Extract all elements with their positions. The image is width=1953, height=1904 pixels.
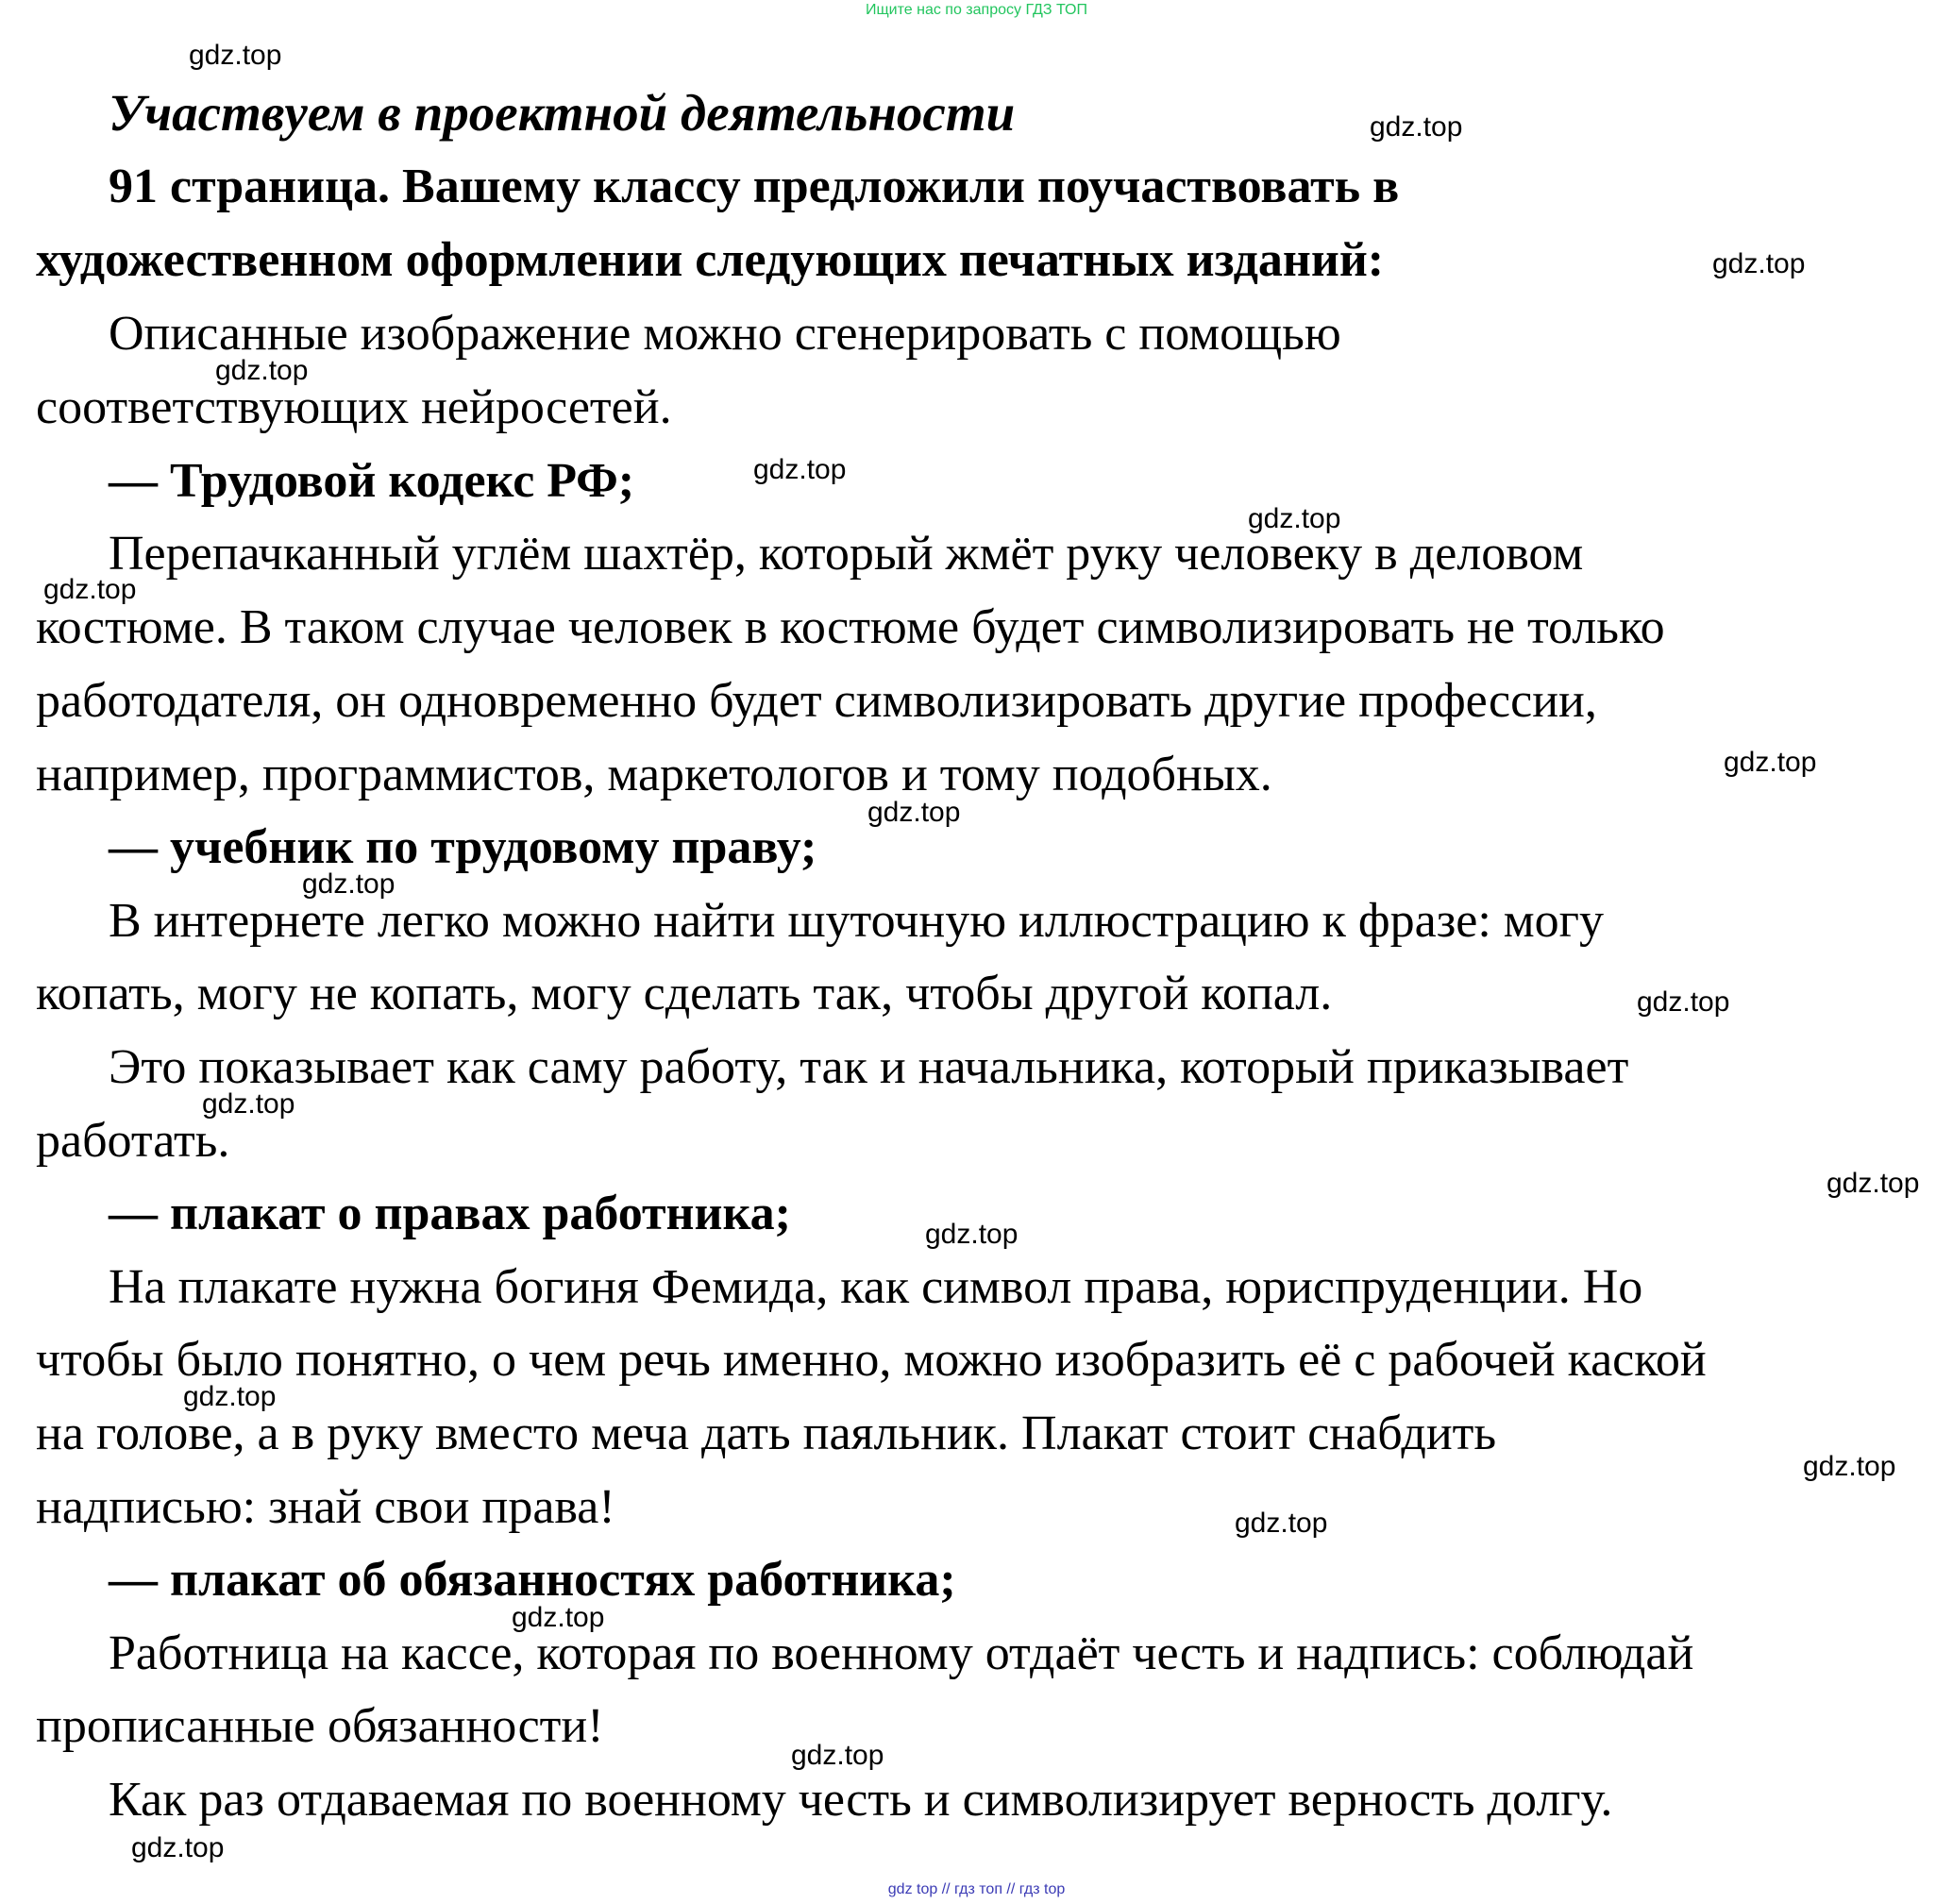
paragraph-line: Перепачканный углём шахтёр, который жмёт руку человеку в деловом [109, 527, 1584, 581]
watermark: gdz.top [1712, 248, 1806, 279]
watermark: gdz.top [1637, 986, 1730, 1018]
watermark: gdz.top [43, 574, 137, 605]
watermark: gdz.top [183, 1381, 277, 1412]
paragraph-line: Это показывает как саму работу, так и начальника, который приказывает [109, 1040, 1629, 1094]
top-banner: Ищите нас по запросу ГДЗ ТОП [866, 2, 1087, 18]
paragraph-line: работать. [36, 1114, 230, 1168]
watermark: gdz.top [925, 1219, 1019, 1250]
watermark: gdz.top [202, 1088, 295, 1120]
item-heading-textbook: — учебник по трудовому праву; [109, 820, 817, 874]
paragraph-line: работодателя, он одновременно будет символизировать другие профессии, [36, 674, 1597, 728]
watermark: gdz.top [1248, 503, 1341, 534]
item-heading-duties-poster: — плакат об обязанностях работника; [109, 1553, 956, 1607]
watermark: gdz.top [867, 797, 961, 828]
item-heading-rights-poster: — плакат о правах работника; [109, 1187, 791, 1240]
section-heading: Участвуем в проектной деятельности [109, 84, 1016, 142]
item-heading-labor-code: — Трудовой кодекс РФ; [109, 454, 635, 508]
watermark: gdz.top [1370, 111, 1463, 143]
intro-line-1: Описанные изображение можно сгенерировать с помощью [109, 307, 1341, 361]
watermark: gdz.top [302, 868, 396, 900]
watermark: gdz.top [131, 1832, 225, 1863]
paragraph-line: На плакате нужна богиня Фемида, как символ права, юриспруденции. Но [109, 1260, 1643, 1314]
watermark: gdz.top [512, 1602, 605, 1633]
paragraph-line: Работница на кассе, которая по военному отдаёт честь и надпись: соблюдай [109, 1626, 1694, 1680]
paragraph-line: например, программистов, маркетологов и тому подобных. [36, 748, 1272, 801]
paragraph-line: чтобы было понятно, о чем речь именно, можно изобразить её с рабочей каской [36, 1333, 1707, 1387]
paragraph-line: надписью: знай свои права! [36, 1480, 615, 1534]
paragraph-line: прописанные обязанности! [36, 1699, 604, 1753]
watermark: gdz.top [1827, 1168, 1920, 1199]
paragraph-line: на голове, а в руку вместо меча дать паяльник. Плакат стоит снабдить [36, 1407, 1497, 1460]
paragraph-line: В интернете легко можно найти шуточную иллюстрацию к фразе: могу [109, 894, 1604, 948]
watermark: gdz.top [1803, 1451, 1896, 1482]
watermark: gdz.top [791, 1740, 884, 1771]
watermark: gdz.top [215, 355, 309, 386]
watermark: gdz.top [1724, 747, 1817, 778]
paragraph-line: Как раз отдаваемая по военному честь и символизирует верность долгу. [109, 1773, 1613, 1827]
task-title-line-1: 91 страница. Вашему классу предложили поучаствовать в [109, 160, 1400, 213]
watermark: gdz.top [753, 454, 847, 485]
footer-links: gdz top // гдз топ // гдз top [887, 1881, 1066, 1897]
watermark: gdz.top [189, 40, 282, 71]
task-title-line-2: художественном оформлении следующих печатных изданий: [36, 233, 1385, 287]
intro-line-2: соответствующих нейросетей. [36, 380, 672, 434]
watermark: gdz.top [1235, 1508, 1328, 1539]
paragraph-line: костюме. В таком случае человек в костюме будет символизировать не только [36, 600, 1665, 654]
paragraph-line: копать, могу не копать, могу сделать так, чтобы другой копал. [36, 967, 1333, 1020]
